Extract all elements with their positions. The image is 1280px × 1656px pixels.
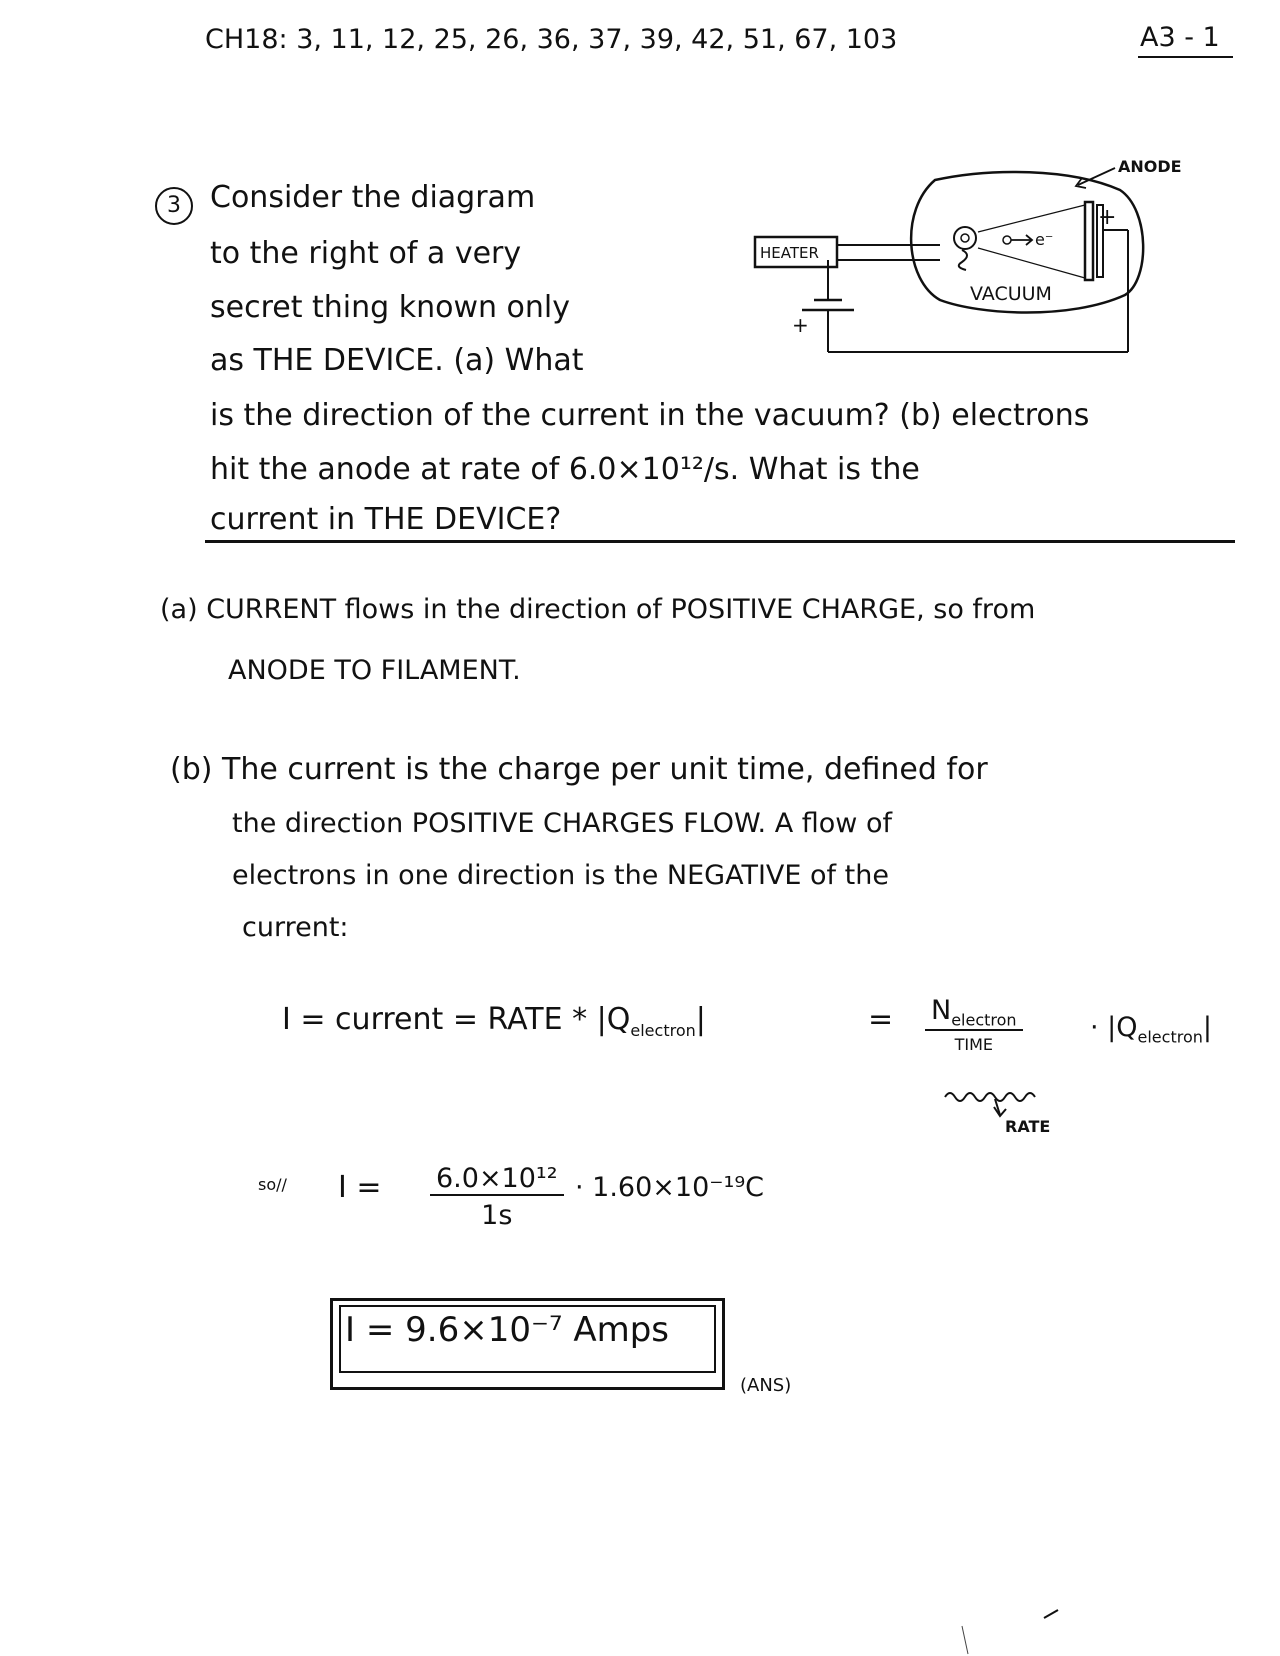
problem-list: CH18: 3, 11, 12, 25, 26, 36, 37, 39, 42, 51, 67, 103 [205,24,898,55]
page-id: A3 - 1 [1140,22,1220,53]
equation1-lhs: I = current = RATE * $|Q_{electron}|$ [282,1002,706,1040]
equation1-equals: = [868,1002,894,1037]
equation2-lhs: I = [338,1170,382,1205]
problem-line-7: current in THE DEVICE? [210,502,562,537]
anode-plus: + [1098,205,1117,230]
rate-label: RATE [1005,1117,1051,1136]
heater-label: HEATER [760,244,819,262]
answer-a-line-2: ANODE TO FILAMENT. [228,655,521,686]
filament [954,227,976,249]
vacuum-label: VACUUM [970,283,1052,305]
answer-tag: (ANS) [740,1375,792,1396]
answer-b-line-2: the direction POSITIVE CHARGES FLOW. A flow of [232,808,892,839]
problem-line-2: to the right of a very [210,236,522,271]
final-answer: I = 9.6×10⁻⁷ Amps [345,1310,670,1350]
battery-plus: + [792,313,809,337]
anode-plate [1085,202,1093,280]
page-id-underline [1138,56,1233,58]
problem-line-6: hit the anode at rate of 6.0×10¹²/s. What is the [210,452,920,487]
equation2-rhs: · 1.60×10⁻¹⁹C [575,1172,765,1203]
problem-number: 3 [155,187,193,225]
problem-divider [205,540,1235,543]
problem-line-3: secret thing known only [210,290,570,325]
problem-line-5: is the direction of the current in the vacuum? (b) electrons [210,398,1090,433]
equation2-fraction: $\frac{\text{6.0×10¹²}}{1s}$ [430,1163,564,1231]
equation1-fraction: $N_{electron}$ TIME [925,995,1023,1054]
answer-b-line-1: (b) The current is the charge per unit time, defined for [170,752,988,787]
device-diagram [740,150,1240,380]
electron-label: e⁻ [1035,230,1054,249]
problem-line-4: as THE DEVICE. (a) What [210,343,584,378]
problem-line-1: Consider the diagram [210,180,536,215]
anode-label: ANODE [1118,157,1182,176]
answer-a-line-1: (a) CURRENT flows in the direction of POSITIVE CHARGE, so from [160,594,1036,625]
equation1-rhs: · $|Q_{electron}|$ [1090,1012,1212,1047]
answer-b-line-3: electrons in one direction is the NEGATIVE of the [232,860,889,891]
stray-marks [960,1600,1060,1656]
answer-b-line-4: current: [242,912,349,943]
so-label: so// [258,1175,287,1194]
